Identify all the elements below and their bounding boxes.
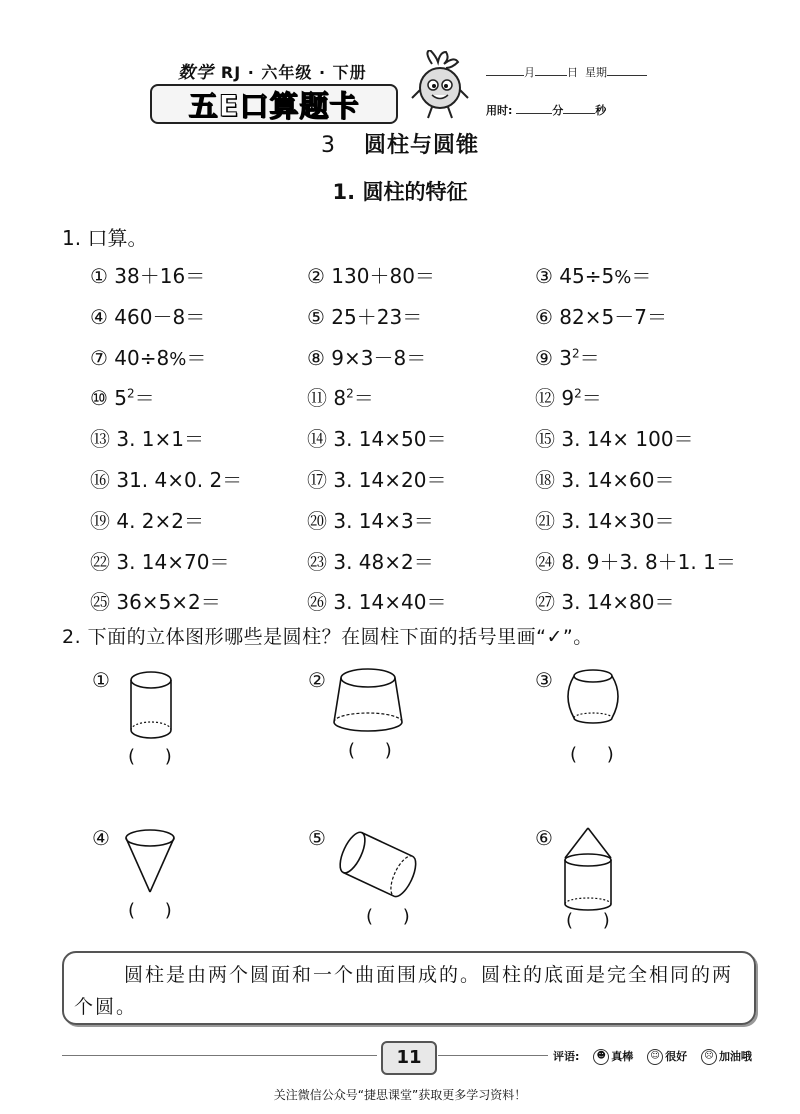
item-number: ㉖ [307, 590, 327, 615]
grin-face-icon[interactable]: ☻ [593, 1049, 609, 1065]
figure-5-answer-paren[interactable]: ( ) [366, 906, 422, 927]
item-expression: 36×5×2＝ [116, 590, 221, 615]
figure-1-cylinder [125, 668, 177, 748]
mental-math-item [307, 505, 434, 534]
item-number: ㉓ [307, 549, 327, 574]
effort-face-icon[interactable]: ☹ [701, 1049, 717, 1065]
mental-math-item [535, 423, 694, 452]
unit-number: 3 [320, 133, 336, 158]
minute-blank[interactable] [516, 103, 552, 114]
item-number: ② [307, 264, 325, 288]
item-expression: 3. 14×60＝ [561, 468, 675, 492]
figure-3-number: ③ [535, 668, 553, 692]
mental-math-item [307, 260, 435, 289]
mental-math-item [535, 464, 674, 493]
mental-math-item [307, 464, 446, 493]
item-equals: ＝ [631, 264, 652, 288]
minute-label: 分 [552, 104, 564, 117]
item-number: ⑨ [535, 345, 553, 370]
item-percent: % [614, 267, 632, 288]
note-text: 圆柱是由两个圆面和一个曲面围成的。圆柱的底面是完全相同的两个圆。 [74, 964, 734, 1018]
mental-math-item [307, 342, 426, 371]
mental-math-item [90, 342, 206, 371]
mental-math-item [535, 586, 674, 615]
rating-good: 很好 [665, 1050, 688, 1063]
item-expression: 3. 14×20＝ [333, 468, 447, 492]
rating-bar [553, 1048, 752, 1065]
item-expression: 3. 14× 100＝ [561, 427, 694, 452]
mental-math-item [90, 464, 242, 493]
brand-title: 五E口算题卡 [188, 88, 360, 123]
mental-math-item [535, 260, 651, 289]
date-line [486, 64, 647, 80]
smile-face-icon[interactable]: ☺ [647, 1049, 663, 1065]
mental-math-item [535, 382, 602, 411]
item-number: ⑱ [535, 468, 555, 492]
promo-text: 关注微信公众号“捷思课堂”获取更多学习资料！ [273, 1088, 527, 1102]
rating-keep-going: 加油哦 [718, 1050, 752, 1063]
page-number: 11 [381, 1041, 437, 1075]
item-expression: 9×3－8＝ [331, 345, 427, 370]
mental-math-item [90, 382, 155, 411]
item-expression: 3. 14×30＝ [561, 508, 675, 533]
second-label: 秒 [595, 104, 607, 117]
mental-math-item [90, 423, 204, 452]
item-number: ⑳ [307, 508, 327, 533]
header-subject [178, 58, 367, 83]
item-equals: ＝ [353, 386, 374, 411]
mental-math-item [90, 546, 229, 575]
item-number: ⑮ [535, 427, 555, 452]
item-exponent: 2 [572, 345, 580, 360]
rating-label: 评语: [553, 1050, 580, 1063]
item-number: ③ [535, 264, 553, 288]
item-number: ⑪ [307, 386, 327, 411]
item-equals: ＝ [186, 345, 207, 370]
mental-math-item [307, 423, 446, 452]
item-number: ㉔ [535, 549, 555, 574]
edition-label: RJ · 六年级 · 下册 [220, 63, 367, 82]
footer-divider-right [438, 1055, 548, 1056]
item-expression: 3. 48×2＝ [333, 549, 434, 574]
item-exponent: 2 [574, 386, 582, 401]
item-number: ㉗ [535, 590, 555, 615]
figure-5-number: ⑤ [308, 826, 326, 850]
lesson-title: 1. 圆柱的特征 [332, 180, 468, 204]
figure-4-cone [120, 826, 180, 896]
mental-math-item [90, 301, 205, 330]
figure-1-number: ① [92, 668, 110, 692]
figure-3-barrel [560, 664, 626, 728]
week-label: 星期 [585, 66, 607, 79]
question-1-title: 1. 口算。 [62, 226, 148, 250]
item-base: 9 [561, 386, 575, 411]
figure-6-number: ⑥ [535, 826, 553, 850]
item-expression: 3. 14×70＝ [116, 549, 230, 574]
item-number: ㉕ [90, 590, 110, 615]
item-expression: 25＋23＝ [331, 304, 423, 329]
day-label: 日 [567, 66, 578, 79]
time-label: 用时: [486, 104, 513, 117]
item-expression: 82×5－7＝ [559, 304, 667, 329]
item-number: ㉒ [90, 549, 110, 574]
item-expression: 3. 1×1＝ [116, 427, 205, 452]
brand-banner [150, 84, 398, 124]
item-number: ⑫ [535, 386, 555, 411]
day-blank[interactable] [535, 65, 567, 76]
second-blank[interactable] [563, 103, 595, 114]
figure-2-number: ② [308, 668, 326, 692]
figure-5-tilted-cylinder [330, 824, 424, 904]
item-expression: 40÷8 [114, 345, 170, 370]
item-number: ⑬ [90, 427, 110, 452]
item-expression: 3. 14×80＝ [561, 590, 675, 615]
item-number: ⑧ [307, 345, 325, 370]
item-number: ⑥ [535, 304, 553, 329]
figure-6-cone-on-cylinder [558, 826, 618, 914]
note-box [62, 951, 756, 1025]
item-number: ① [90, 264, 108, 288]
mental-math-item [307, 382, 374, 411]
subject-label: 数学 [178, 63, 214, 83]
figure-4-number: ④ [92, 826, 110, 850]
mental-math-item [535, 301, 667, 330]
mental-math-item [307, 301, 422, 330]
figure-2-answer-paren[interactable]: ( ) [348, 740, 404, 761]
mental-math-item [90, 505, 204, 534]
item-number: ⑭ [307, 427, 327, 452]
item-expression: 3. 14×40＝ [333, 590, 447, 615]
mascot-icon [410, 50, 470, 122]
item-number: ⑰ [307, 468, 327, 492]
item-number: ㉑ [535, 508, 555, 533]
item-number: ⑯ [90, 468, 110, 492]
mental-math-item [307, 586, 446, 615]
month-blank[interactable] [486, 65, 524, 76]
item-expression: 3. 14×3＝ [333, 508, 434, 533]
item-number: ⑦ [90, 345, 108, 370]
month-label: 月 [524, 66, 535, 79]
item-number: ⑩ [90, 386, 108, 411]
item-equals: ＝ [581, 386, 602, 411]
figure-3-answer-paren[interactable]: ( ) [570, 744, 626, 765]
item-base: 8 [333, 386, 347, 411]
item-number: ⑲ [90, 508, 110, 533]
item-exponent: 2 [127, 386, 135, 401]
mental-math-item [535, 342, 600, 371]
item-equals: ＝ [134, 386, 155, 411]
mental-math-item [90, 260, 205, 289]
item-expression: 4. 2×2＝ [116, 508, 205, 533]
item-exponent: 2 [346, 386, 354, 401]
item-number: ④ [90, 304, 108, 329]
unit-title-text: 圆柱与圆锥 [363, 133, 479, 158]
unit-title [0, 128, 800, 159]
figure-2-frustum [330, 664, 406, 740]
figure-4-answer-paren[interactable]: ( ) [128, 900, 184, 921]
figure-1-answer-paren[interactable]: ( ) [128, 746, 184, 767]
item-expression: 8. 9＋3. 8＋1. 1＝ [561, 549, 736, 574]
item-expression: 3. 14×50＝ [333, 427, 447, 452]
question-2-title: 2. 下面的立体图形哪些是圆柱？在圆柱下面的括号里画“✓”。 [62, 626, 593, 648]
mental-math-item [535, 546, 736, 575]
footer-divider-left [62, 1055, 377, 1056]
item-expression: 130＋80＝ [331, 264, 435, 288]
item-equals: ＝ [579, 345, 600, 370]
week-blank[interactable] [607, 65, 647, 76]
item-expression: 31. 4×0. 2＝ [116, 468, 243, 492]
item-base: 5 [114, 386, 128, 411]
item-expression: 460－8＝ [114, 304, 206, 329]
mental-math-item [535, 505, 674, 534]
figure-6-answer-paren[interactable]: ( ) [566, 910, 622, 931]
item-expression: 45÷5 [559, 264, 615, 288]
item-number: ⑤ [307, 304, 325, 329]
mental-math-item [307, 546, 434, 575]
item-expression: 38＋16＝ [114, 264, 206, 288]
item-base: 3 [559, 345, 573, 370]
rating-great: 真棒 [611, 1050, 634, 1063]
mental-math-item [90, 586, 221, 615]
item-percent: % [169, 348, 187, 370]
time-line [486, 102, 606, 118]
